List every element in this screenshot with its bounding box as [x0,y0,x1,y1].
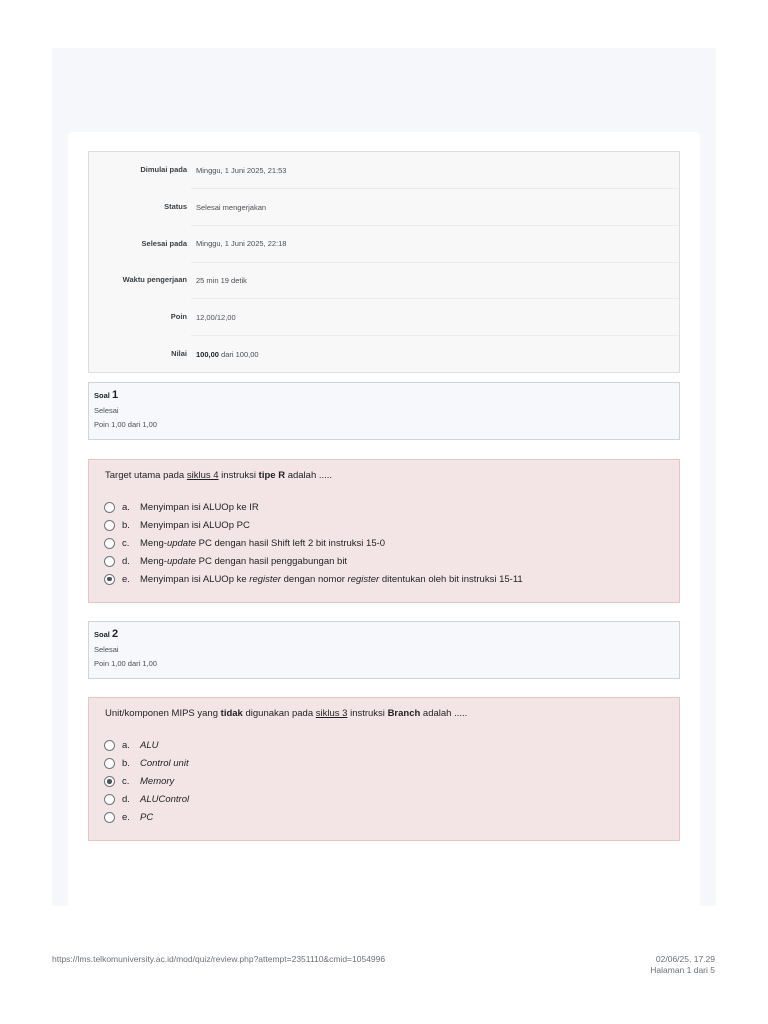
option-letter: b. [122,520,130,532]
radio-button[interactable] [104,794,115,805]
answer-option-c[interactable] [104,773,664,791]
answer-option-e[interactable] [104,570,664,588]
radio-button[interactable] [104,556,115,567]
question-grade: Poin 1,00 dari 1,00 [94,659,157,668]
footer-page-number: Halaman 1 dari 5 [650,965,715,975]
summary-label: Waktu pengerjaan [122,275,187,285]
summary-row-started [89,152,679,189]
radio-button-selected[interactable] [104,574,115,585]
option-letter: e. [122,811,130,823]
summary-label: Selesai pada [141,238,187,248]
option-text: Menyimpan isi ALUOp ke register dengan nomor register ditentukan oleh bit instruksi 15-11 [140,573,523,585]
answer-option-a[interactable] [104,499,664,517]
question-content-2 [88,697,680,841]
question-prompt [105,708,664,719]
footer-url: https://lms.telkomuniversity.ac.id/mod/quiz/review.php?attempt=2351110&cmid=1054996 [52,954,386,964]
prompt-text: adalah ..... [420,708,468,719]
option-text: PC [140,811,154,823]
summary-label: Poin [170,312,187,322]
question-number-prefix: Soal [94,391,110,400]
option-text: ALUControl [140,793,190,805]
summary-row-time-taken [89,262,679,299]
option-letter: c. [122,537,130,549]
radio-button[interactable] [104,502,115,513]
prompt-bold: Branch [387,708,421,719]
question-info-2 [88,621,680,679]
question-number [94,628,674,640]
question-info-1 [88,382,680,440]
answer-options [104,737,664,826]
option-text: Meng-update PC dengan hasil Shift left 2 bit instruksi 15-0 [140,537,386,549]
summary-row-status [89,189,679,226]
prompt-text: instruksi [218,470,259,481]
summary-label: Status [164,202,187,212]
option-letter: b. [122,758,130,770]
summary-value: Minggu, 1 Juni 2025, 21:53 [191,152,679,189]
radio-button-selected[interactable] [104,776,115,787]
question-number-value: 1 [111,389,119,401]
prompt-bold: tidak [220,708,243,719]
summary-row-grade [89,335,679,372]
radio-button[interactable] [104,740,115,751]
question-number-value: 2 [111,628,119,640]
answer-option-b[interactable] [104,755,664,773]
question-content-1 [88,459,680,603]
prompt-text: digunakan pada [242,708,316,719]
option-text: Control unit [140,758,189,770]
question-grade: Poin 1,00 dari 1,00 [94,420,157,429]
prompt-text: instruksi [347,708,388,719]
option-letter: a. [122,502,130,514]
attempt-summary-table [88,151,680,373]
radio-button[interactable] [104,520,115,531]
answer-option-a[interactable] [104,737,664,755]
answer-option-b[interactable] [104,517,664,535]
summary-value: Selesai mengerjakan [191,189,679,226]
option-letter: a. [122,740,130,752]
question-state: Selesai [94,406,119,415]
option-letter: c. [122,775,130,787]
answer-options [104,499,664,588]
prompt-text: Target utama pada [105,470,187,481]
footer-datetime: 02/06/25, 17.29 [655,954,715,964]
question-state: Selesai [94,645,119,654]
summary-row-completed [89,225,679,262]
answer-option-c[interactable] [104,535,664,553]
prompt-text: adalah ..... [285,470,333,481]
grade-out-of: dari 100,00 [218,349,259,359]
option-text: Memory [140,775,175,787]
summary-label: Dimulai pada [140,165,187,175]
prompt-underline: siklus 4 [186,470,219,481]
radio-button[interactable] [104,538,115,549]
summary-row-marks [89,299,679,336]
option-letter: e. [122,573,130,585]
option-text: Meng-update PC dengan hasil penggabungan bit [140,555,348,567]
option-letter: d. [122,555,130,567]
summary-value: 25 min 19 detik [191,262,679,299]
prompt-underline: siklus 3 [315,708,348,719]
option-text: Menyimpan isi ALUOp PC [140,520,250,532]
option-text: Menyimpan isi ALUOp ke IR [140,502,259,514]
radio-button[interactable] [104,758,115,769]
answer-option-d[interactable] [104,790,664,808]
summary-value: 12,00/12,00 [191,299,679,336]
answer-option-d[interactable] [104,552,664,570]
option-letter: d. [122,793,130,805]
question-prompt [105,470,664,481]
summary-value: Minggu, 1 Juni 2025, 22:18 [191,225,679,262]
grade-score: 100,00 [196,349,219,359]
radio-button[interactable] [104,812,115,823]
question-number-prefix: Soal [94,630,110,639]
prompt-text: Unit/komponen MIPS yang [105,708,221,719]
summary-value [191,335,679,372]
question-number [94,389,674,401]
answer-option-e[interactable] [104,808,664,826]
option-text: ALU [140,740,159,752]
footer-meta [650,954,715,976]
summary-label: Nilai [171,348,187,358]
prompt-bold: tipe R [258,470,286,481]
